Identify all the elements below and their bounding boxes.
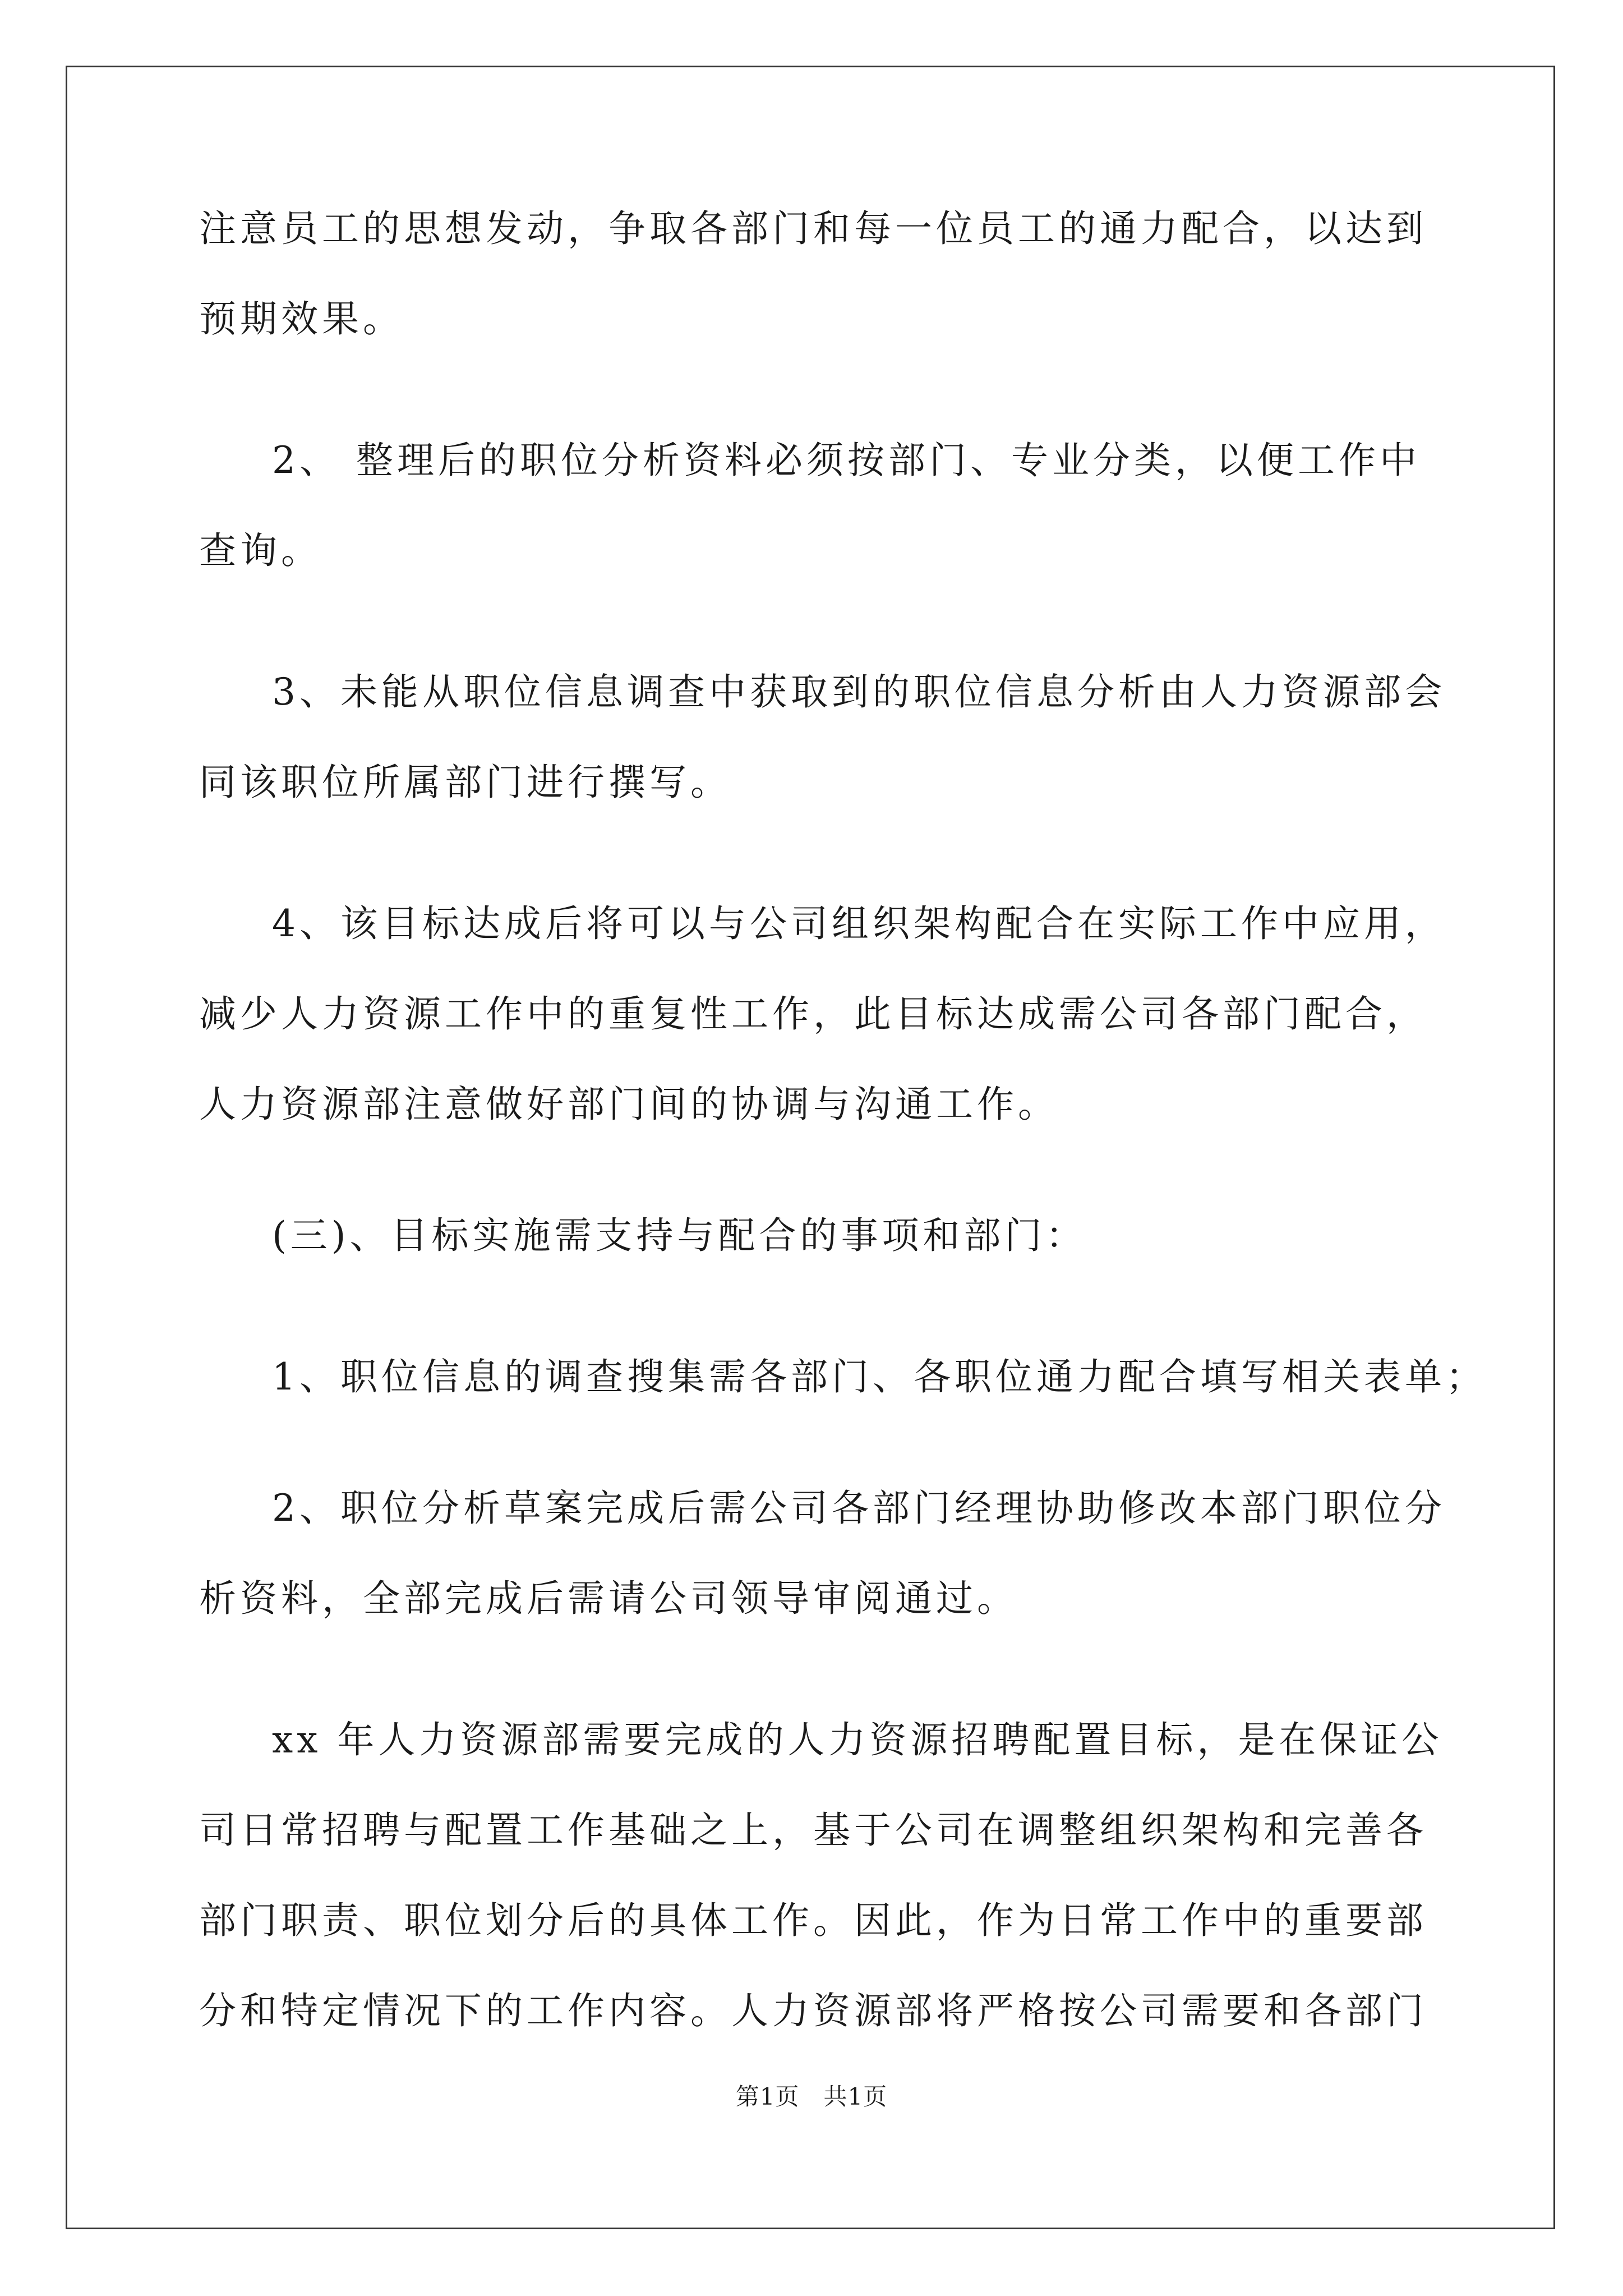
text-line: 预期效果。 [199,297,404,341]
text-line: xx 年人力资源部需要完成的人力资源招聘配置目标，是在保证公 [272,1718,1443,1761]
text-line: 分和特定情况下的工作内容。人力资源部将严格按公司需要和各部门 [199,1989,1427,2032]
text-line: 人力资源部注意做好部门间的协调与沟通工作。 [199,1083,1059,1126]
text-line: 2、职位分析草案完成后需公司各部门经理协助修改本部门职位分 [272,1487,1446,1530]
text-line: 注意员工的思想发动，争取各部门和每一位员工的通力配合，以达到 [199,207,1427,250]
page-number-footer: 第1页 共1页 [735,2083,888,2110]
text-line: (三)、目标实施需支持与配合的事项和部门： [272,1214,1087,1257]
text-line: 3、未能从职位信息调查中获取到的职位信息分析由人力资源部会 [272,670,1446,714]
text-line: 同该职位所属部门进行撰写。 [199,761,731,804]
text-line: 司日常招聘与配置工作基础之上，基于公司在调整组织架构和完善各 [199,1809,1427,1852]
text-line: 查询。 [199,529,322,572]
text-line: 2、 整理后的职位分析资料必须按部门、专业分类，以便工作中 [272,439,1421,482]
text-line: 析资料，全部完成后需请公司领导审阅通过。 [199,1577,1018,1620]
text-line: 部门职责、职位划分后的具体工作。因此，作为日常工作中的重要部 [199,1899,1427,1942]
text-line: 减少人力资源工作中的重复性工作，此目标达成需公司各部门配合， [199,992,1427,1036]
text-line: 1、职位信息的调查搜集需各部门、各职位通力配合填写相关表单； [272,1355,1487,1398]
text-line: 4、该目标达成后将可以与公司组织架构配合在实际工作中应用， [272,902,1446,945]
